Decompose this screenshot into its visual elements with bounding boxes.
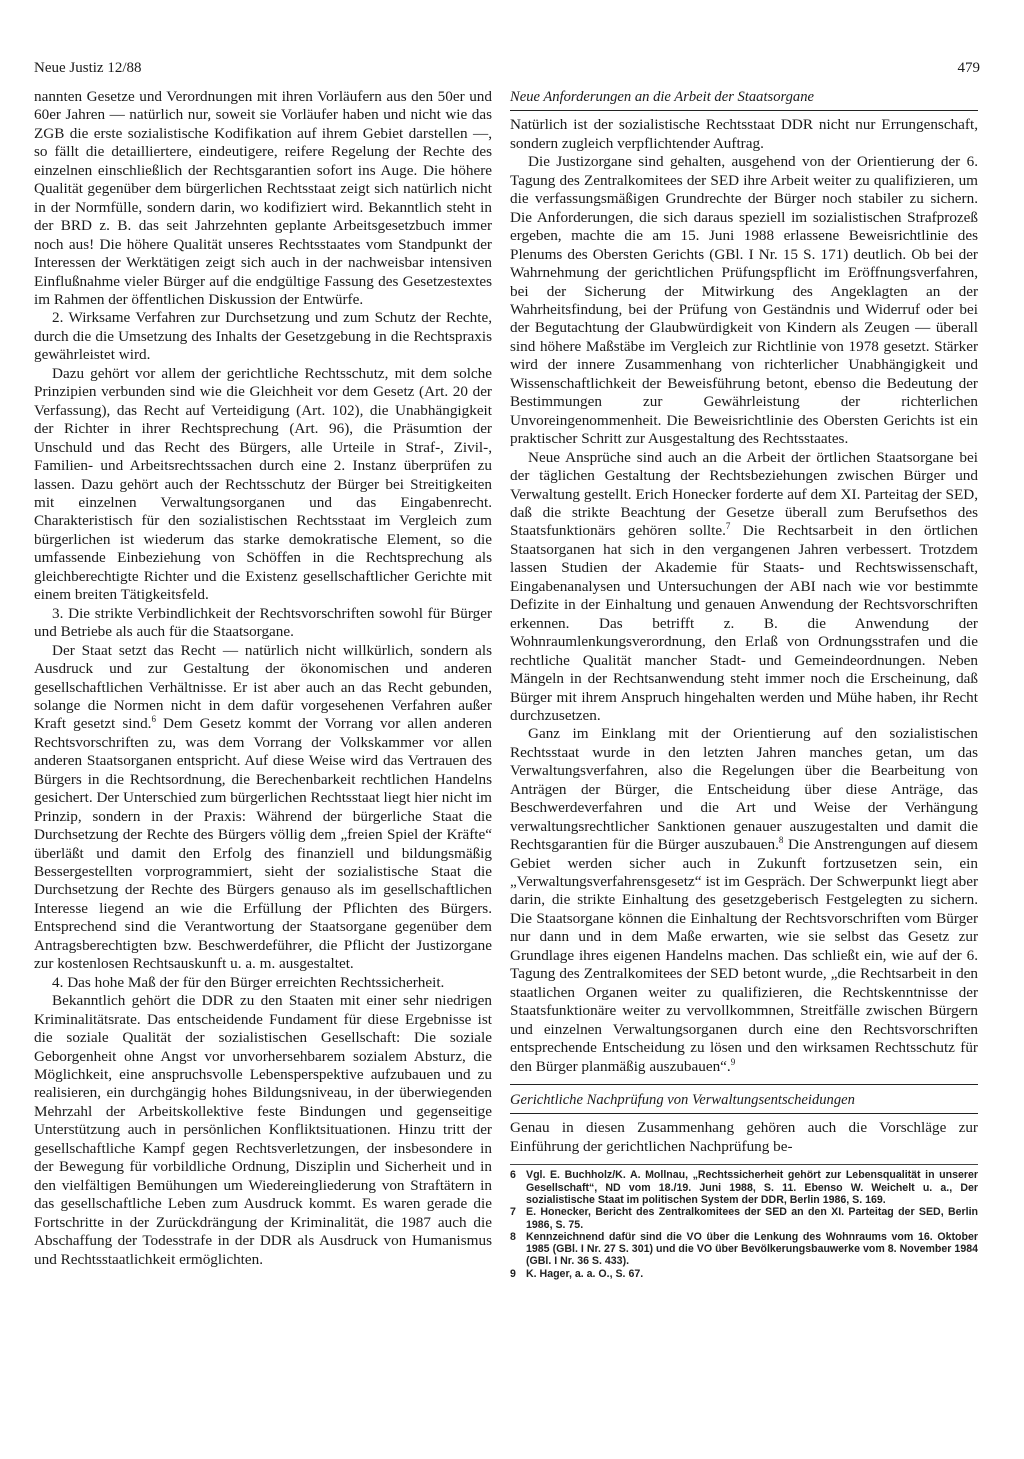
page-number: 479	[957, 60, 980, 76]
page-header	[34, 60, 980, 78]
footnotes	[510, 1164, 978, 1280]
paragraph: Ganz im Einklang mit der Orientierung auf den sozialistischen Rechtsstaat wurde in den letzten Jahren manches getan, um das Verwaltungsverfahren, also die Regelungen über die Bearbeitung von Anträgen der Bürger, die Entscheidung über diese Anträge, das Beschwerdeverfahren und die Art und Weise der Verhängung verwaltungsrechtlicher Sanktionen genauer auszugestalten und damit die Rechtsgarantien für die Bürger auszubauen.$^8$ Die Anstrengungen auf diesem Gebiet werden sicher auch in Zukunft fortzusetzen sein, ein „Verwaltungsverfahrensgesetz“ ist im Gespräch. Der Schwerpunkt liegt aber darin, die strikte Einhaltung des gesetzgeberisch Festgelegten zu sichern. Die Staatsorgane können die Einhaltung der Rechtsvorschriften vom Bürger nur dann und in dem Maße erwarten, wie sie selbst das Gesetz zur Grundlage ihres eigenen Handelns machen. Das schließt ein, wie auf der 6. Tagung des Zentralkomitees der SED betont wurde, „die Rechtsarbeit in den staatlichen Organen weiter zu qualifizieren, die Rechtskenntnisse der Staatsfunktionäre weiter zu vervollkommnen, Streitfälle zwischen Bürgern und einzelnen Verwaltungsorganen durch eine den Rechtsvorschriften entsprechende Entscheidung zu lösen und den wirksamen Rechtsschutz für den Bürger planmäßig auszubauen“.$^9$	[510, 725, 978, 1075]
footnote: 7 E. Honecker, Bericht des Zentralkomitees der SED an den XI. Parteitag der SED, Berlin 1986, S. 75.	[510, 1206, 978, 1231]
right-column	[510, 88, 978, 1280]
paragraph: 3. Die strikte Verbindlichkeit der Rechtsvorschriften sowohl für Bürger und Betriebe als auch für die Staatsorgane.	[34, 604, 492, 641]
section-heading: Neue Anforderungen an die Arbeit der Staatsorgane	[510, 88, 978, 111]
paragraph: Dazu gehört vor allem der gerichtliche Rechtsschutz, mit dem solche Prinzipien verbunden sind wie die Gleichheit vor dem Gesetz (Art. 20 der Verfassung), das Recht auf Verteidigung (Art. 102), die Unabhängigkeit der Richter in ihrer Rechtsprechung (Art. 96), die Präsumtion der Unschuld und das Recht des Bürgers, alle Urteile in Straf-, Zivil-, Familien- und Arbeitsrechtssachen durch eine 2. Instanz überprüfen zu lassen. Dazu gehört auch der Rechtsschutz der Bürger bei Streitigkeiten mit einzelnen Verwaltungsorganen und das Eingabenrecht. Charakteristisch für den sozialistischen Rechtsstaat im Vergleich zum bürgerlichen ist wiederum das starke demokratische Element, so die umfassende Einbeziehung von Schöffen in die Rechtsprechung als gleichberechtigte Richter und die Existenz gesellschaftlicher Gerichte mit einem breiten Tätigkeitsfeld.	[34, 364, 492, 604]
journal-title: Neue Justiz 12/88	[34, 60, 142, 76]
footnote: 8 Kennzeichnend dafür sind die VO über die Lenkung des Wohnraums vom 16. Oktober 1985 (GBl. I Nr. 27 S. 301) und die VO über Bevölkerungsbauwerke vom 8. November 1984 (GBl. I Nr. 36 S. 433).	[510, 1230, 978, 1268]
paragraph: Neue Ansprüche sind auch an die Arbeit der örtlichen Staatsorgane bei der täglichen Gestaltung der Rechtsbeziehungen zwischen Bürger und Verwaltung gestellt. Erich Honecker forderte auf dem XI. Parteitag der SED, daß die strikte Beachtung der Gesetze überall zum Berufsethos des Staatsfunktionärs gehören sollte.$^7$ Die Rechtsarbeit in den örtlichen Staatsorganen hat sich in den vergangenen Jahren verbessert. Trotzdem lassen Studien der Akademie für Staats- und Rechtswissenschaft, Eingabenanalysen und Untersuchungen der ABI nach wie vor bestimmte Defizite in der Einhaltung und genauen Anwendung der Rechtsvorschriften erkennen. Das betrifft z. B. die Anwendung der Wohnraumlenkungsverordnung, den Erlaß von Ordnungsstrafen und die rechtliche Qualität mancher Stadt- und Gemeindeordnungen. Neben Mängeln in der Rechtsanwendung steht immer noch die Erscheinung, daß Bürger mit ihrem Anspruch hingehalten werden und Mühe haben, ihr Recht durchzusetzen.	[510, 448, 978, 724]
footnote-ref: 6	[151, 714, 156, 725]
footnote-ref: 9	[730, 1056, 736, 1067]
footnote-ref: 7	[725, 521, 731, 532]
footnote: 6 Vgl. E. Buchholz/K. A. Mollnau, „Rechtssicherheit gehört zur Lebensqualität in unserer Gesellschaft“, ND vom 18./19. Juni 1988, S. 11. Ebenso W. Weichelt u. a., Der sozialistische Staat im politischen System der DDR, Berlin 1986, S. 169.	[510, 1169, 978, 1206]
section-heading: Gerichtliche Nachprüfung von Verwaltungsentscheidungen	[510, 1084, 978, 1114]
left-column	[34, 88, 492, 1269]
paragraph: Bekanntlich gehört die DDR zu den Staaten mit einer sehr niedrigen Kriminalitätsrate. Das entscheidende Fundament für diese Ergebnisse ist die soziale Qualität der sozialistischen Gesellschaft: Die soziale Geborgenheit ohne Angst vor unvorhersehbarem sozialem Absturz, die Möglichkeit, eine anspruchsvolle Lebensperspektive aufzubauen und zu realisieren, ein durchgängig hohes Bildungsniveau, in der überwiegenden Mehrzahl der Arbeitskollektive feste Bindungen und gegenseitige Unterstützung auch in persönlichen Konfliktsituationen. Hinzu tritt der gesellschaftliche Kampf gegen Rechtsverletzungen, der insbesondere in der Bewegung für vorbildliche Ordnung, Disziplin und Sicherheit und in den vielfältigen Bemühungen um Wiedereingliederung von Straftätern in das gesellschaftliche Leben zum Ausdruck kommt. Es waren gerade die Fortschritte in der Zurückdrängung der Kriminalität, die 1987 auch die Abschaffung der Todesstrafe in der DDR als Ausdruck von Humanismus und Rechtsstaatlichkeit ermöglichten.	[34, 992, 492, 1268]
paragraph: nannten Gesetze und Verordnungen mit ihren Vorläufern aus den 50er und 60er Jahren — natürlich nur, soweit sie Vorläufer haben und nicht wie das ZGB die erste sozialistische Kodifikation auf ihrem Gebiet darstellen —, so fällt die detailliertere, eindeutigere, reifere Regelung der Rechte des einzelnen einschließlich der Rechtsgarantien sofort ins Auge. Die höhere Qualität gegenüber dem bürgerlichen Rechtsstaat zeigt sich natürlich nicht in der Normfülle, sondern darin, wo kodifiziert wird. Bekanntlich steht in der BRD z. B. das seit Jahrzehnten geplante Arbeitsgesetzbuch immer noch aus! Die höhere Qualität unseres Rechtsstaates vom Standpunkt der Interessen der Werktätigen zeigt sich auch in der nachweisbar intensiven Einflußnahme vieler Bürger auf die endgültige Fassung des Gesetzestextes im Rahmen der öffentlichen Diskussion der Entwürfe.	[34, 88, 492, 308]
footnote-ref: 8	[778, 835, 784, 846]
paragraph: Der Staat setzt das Recht — natürlich nicht willkürlich, sondern als Ausdruck und zur Gestaltung der ökonomischen und anderen gesellschaftlichen Verhältnisse. Er ist aber auch an das Recht gebunden, solange die Normen nicht in dem dafür vorgesehenen Verfahren außer Kraft gesetzt sind.$^6$ Dem Gesetz kommt der Vorrang vor allen anderen Rechtsvorschriften zu, was dem Vorrang der Volkskammer vor allen anderen Staatsorganen entspricht. Auf diese Weise wird das Vertrauen des Bürgers in die Rechtsordnung, die Berechenbarkeit rechtlichen Handelns gesichert. Der Unterschied zum bürgerlichen Rechtsstaat liegt hier nicht im Prinzip, sondern in der Praxis: Während der bürgerliche Staat die Durchsetzung der Rechte des Bürgers völlig dem „freien Spiel der Kräfte“ überläßt und damit den Erfolg des finanziell und bildungsmäßig Bessergestellten vorprogrammiert, sieht der sozialistische Staat die Durchsetzung der Rechte des Bürgers genauso als im gesellschaftlichen Interesse liegend an wie die Erfüllung der Pflichten des Bürgers. Entsprechend sind die Verantwortung der Staatsorgane gegenüber dem Antragsberechtigten bzw. Beschwerdeführer, die Pflicht der Justizorgane zur kostenlosen Rechtsauskunft u. a. m. ausgestaltet.	[34, 641, 492, 973]
paragraph: Natürlich ist der sozialistische Rechtsstaat DDR nicht nur Errungenschaft, sondern zugleich verpflichtender Auftrag.	[510, 116, 978, 152]
paragraph: Die Justizorgane sind gehalten, ausgehend von der Orientierung der 6. Tagung des Zentralkomitees der SED ihre Arbeit weiter zu qualifizieren, um die verfassungsmäßigen Grundrechte der Bürger noch stabiler zu sichern. Die Anforderungen, die sich daraus speziell im sozialistischen Strafprozeß ergeben, machte die am 15. Juni 1988 erlassene Beweisrichtlinie des Plenums des Obersten Gerichts (GBl. I Nr. 15 S. 171) deutlich. Ob bei der Wahrnehmung der gerichtlichen Prüfungspflicht im Eröffnungsverfahren, bei der Sicherung der Mitwirkung des Angeklagten an der Wahrheitsfindung, bei der Prüfung von Geständnis und Widerruf oder bei der Begutachtung der Glaubwürdigkeit von Kindern als Zeugen — überall sind höhere Maßstäbe im Vergleich zur Richtlinie von 1978 gesetzt. Stärker wird der innere Zusammenhang von richterlicher Unabhängigkeit und Wissenschaftlichkeit der Beweisführung betont, ebenso die Bedeutung der Bestimmungen zur Gewährleistung der richterlichen Unvoreingenommenheit. Die Beweisrichtlinie des Obersten Gerichts ist ein praktischer Schritt zur Ausgestaltung des Rechtsstaates.	[510, 153, 978, 448]
paragraph: 4. Das hohe Maß der für den Bürger erreichten Rechtssicherheit.	[52, 973, 445, 991]
footnote: 9 K. Hager, a. a. O., S. 67.	[510, 1267, 644, 1280]
paragraph: Genau in diesen Zusammenhang gehören auch die Vorschläge zur Einführung der gerichtlichen Nachprüfung be-	[510, 1119, 978, 1155]
paragraph: 2. Wirksame Verfahren zur Durchsetzung und zum Schutz der Rechte, durch die die Umsetzung des Inhalts der Gesetzgebung in die Rechtspraxis gewährleistet wird.	[34, 309, 492, 364]
